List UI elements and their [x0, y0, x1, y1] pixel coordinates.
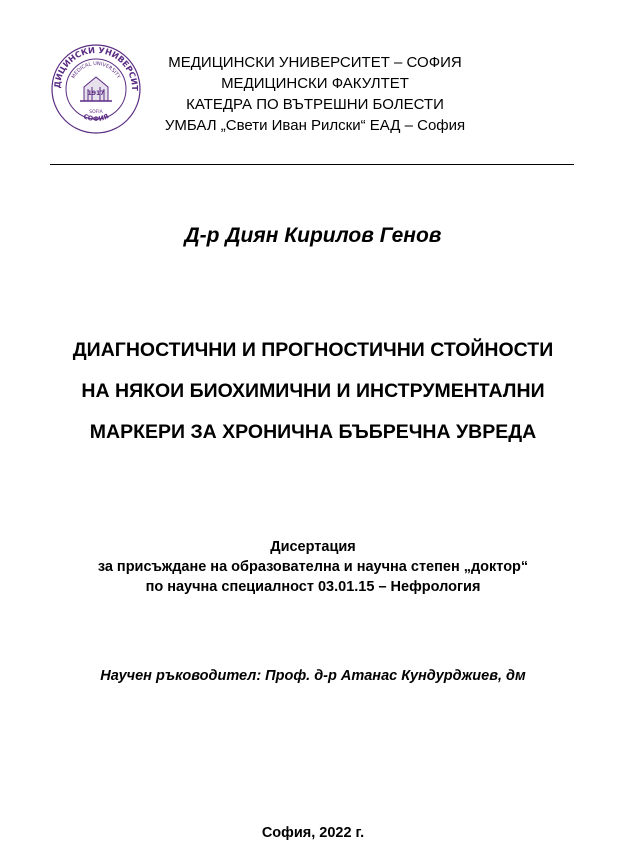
seal-text-top: ДИЦИНСКИ УНИВЕРСИТ — [51, 44, 141, 92]
place-and-date: София, 2022 г. — [261, 825, 365, 841]
header-divider — [50, 164, 574, 165]
institution-header — [150, 52, 480, 136]
university-seal-logo — [50, 43, 142, 135]
seal-year: 1917 — [87, 90, 105, 97]
dissertation-title — [0, 330, 626, 453]
institution-line-department: КАТЕДРА ПО ВЪТРЕШНИ БОЛЕСТИ — [186, 96, 444, 113]
institution-line-faculty: МЕДИЦИНСКИ ФАКУЛТЕТ — [221, 75, 409, 92]
title-line-2: НА НЯКОИ БИОХИМИЧНИ И ИНСТРУМЕНТАЛНИ — [81, 380, 545, 402]
author-name: Д-р Диян Кирилов Генов — [184, 224, 442, 247]
thesis-line-3: по научна специалност 03.01.15 – Нефрология — [145, 579, 481, 595]
institution-line-hospital: УМБАЛ „Свети Иван Рилски“ ЕАД – София — [164, 117, 466, 134]
seal-text-sofia-en: SOFIA — [89, 110, 103, 115]
title-line-1: ДИАГНОСТИЧНИ И ПРОГНОСТИЧНИ СТОЙНОСТИ — [72, 339, 554, 361]
title-line-3: МАРКЕРИ ЗА ХРОНИЧНА БЪБРЕЧНА УВРЕДА — [89, 421, 537, 443]
supervisor: Научен ръководител: Проф. д-р Атанас Кундурджиев, дм — [100, 668, 526, 684]
thesis-line-1: Дисертация — [270, 539, 356, 555]
thesis-description — [0, 537, 626, 597]
institution-line-university: МЕДИЦИНСКИ УНИВЕРСИТЕТ – СОФИЯ — [168, 54, 462, 71]
seal-text-inner: MEDICAL UNIVERSITY — [70, 60, 122, 80]
thesis-line-2: за присъждане на образователна и научна степен „доктор“ — [97, 559, 529, 575]
seal-text-bottom: СОФИЯ — [82, 112, 110, 124]
